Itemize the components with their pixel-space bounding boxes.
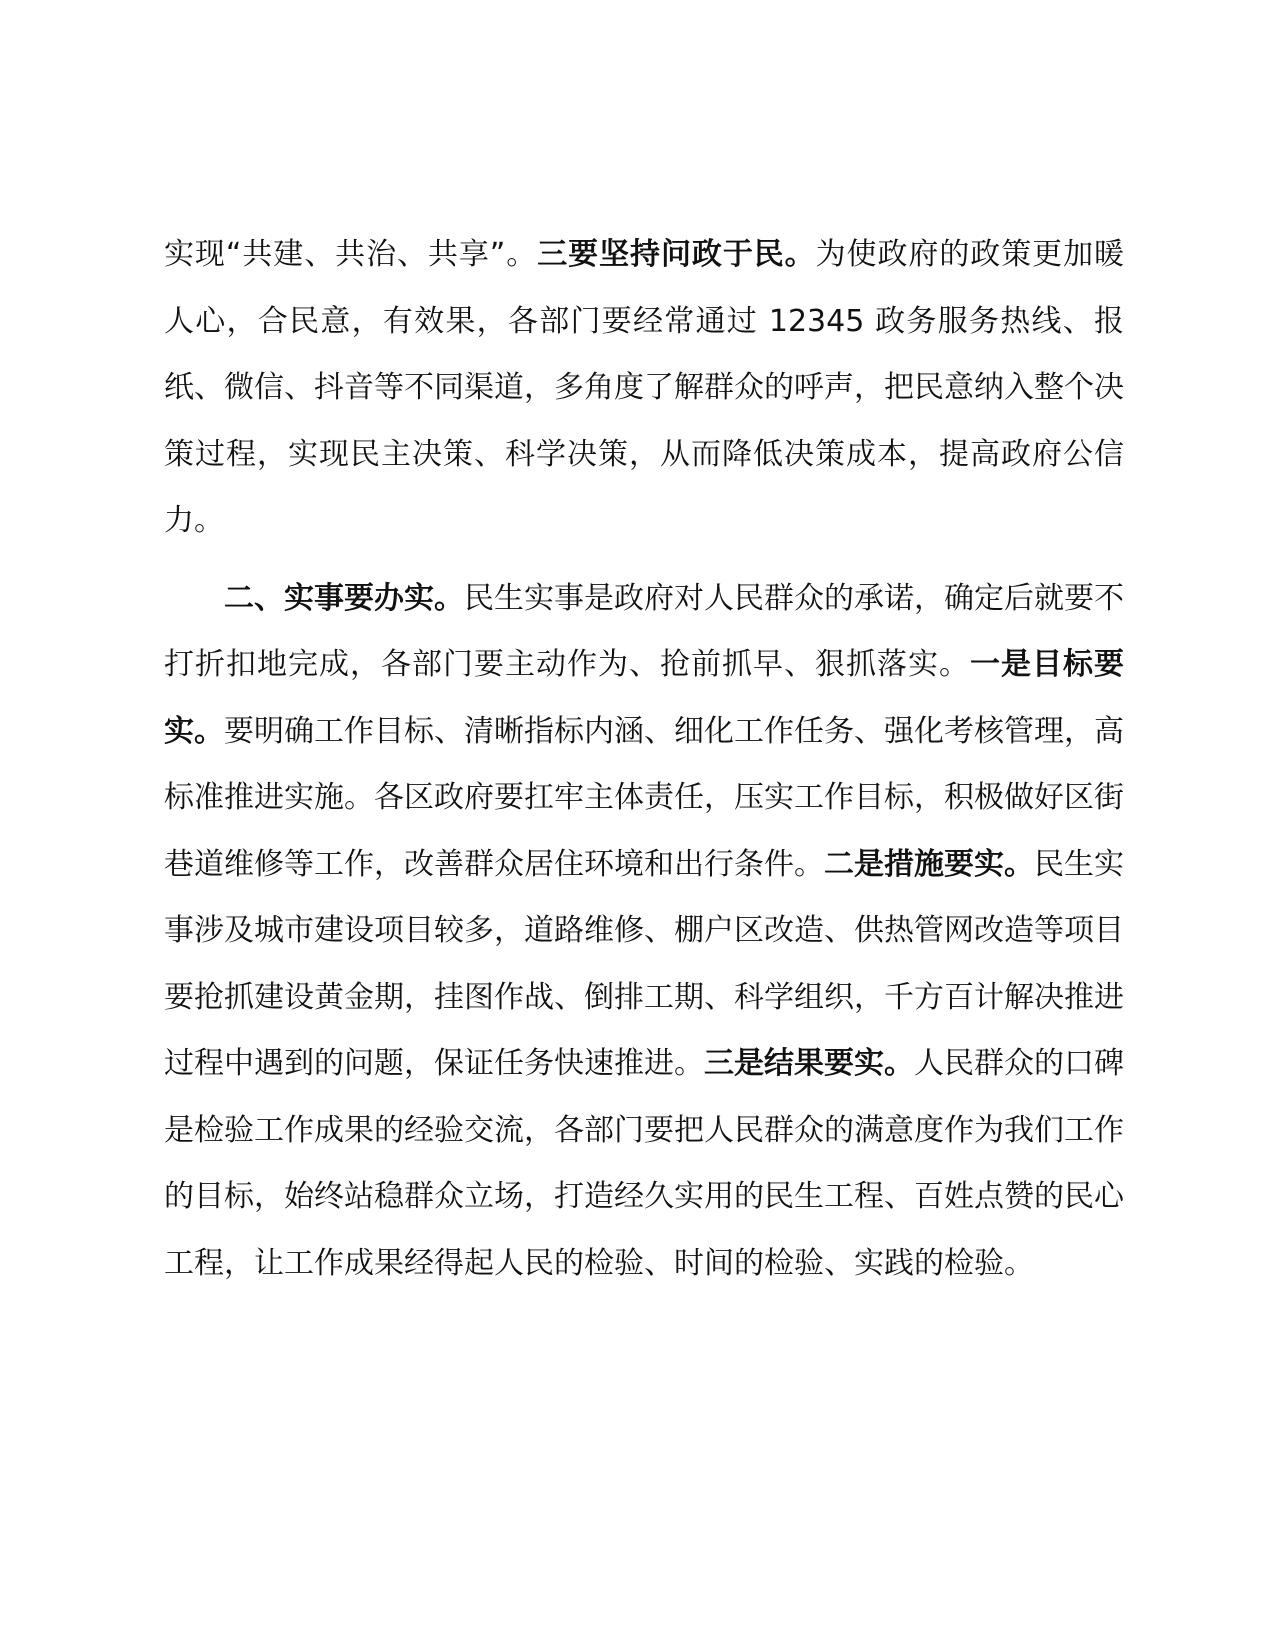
document-body (164, 222, 1124, 1297)
text-segment: 要明确工作目标、清晰指标内涵、细化工作任务、强化考核管理，高标准推进实施。各区政府要扛牢主体责任，压实工作目标，积极做好区街巷道维修等工作，改善群众居住环境和出行条件。 (164, 713, 1124, 882)
text-segment: 实现“共建、共治、共享”。 (164, 237, 538, 272)
paragraph-1 (164, 222, 1124, 555)
bold-heading-segment: 三是结果要实。 (704, 1046, 914, 1081)
bold-heading-segment: 三要坚持问政于民。 (537, 237, 816, 272)
text-segment: 民生实事涉及城市建设项目较多，道路维修、棚户区改造、供热管网改造等项目要抢抓建设黄金期，挂图作战、倒排工期、科学组织，千方百计解决推进过程中遇到的问题，保证任务快速推进。 (164, 846, 1124, 1081)
text-segment: 民生实事是政府对人民群众的承诺，确定后就要不打折扣地完成，各部门要主动作为、抢前抓早、狠抓落实。 (164, 580, 1124, 682)
paragraph-2 (164, 566, 1124, 1298)
bold-heading-segment: 二是措施要实。 (824, 846, 1034, 882)
bold-heading-segment: 一是目标要实。 (164, 647, 1124, 749)
section-heading: 二、实事要办实。 (224, 580, 464, 616)
text-segment: 为使政府的政策更加暖人心，合民意，有效果，各部门要经常通过 12345 政务服务热线、报纸、微信、抖音等不同渠道，多角度了解群众的呼声，把民意纳入整个决策过程，实现民主决策、科学决策，从而降低决策成本，提高政府公信力。 (164, 237, 1125, 538)
text-segment: 人民群众的口碑是检验工作成果的经验交流，各部门要把人民群众的满意度作为我们工作的目标，始终站稳群众立场，打造经久实用的民生工程、百姓点赞的民心工程，让工作成果经得起人民的检验、时间的检验、实践的检验。 (164, 1046, 1124, 1281)
